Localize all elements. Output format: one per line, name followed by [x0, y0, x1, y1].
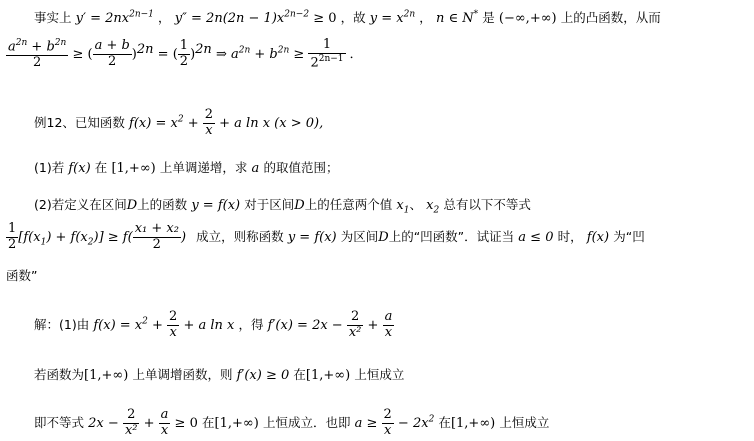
- equation-inequality-chain: $\frac{a^{2n} + b^{2n}}{2}$ ≥ ( $\frac{a + b}{2}$ )$^{2n}$ = ( $\frac{1}{2}$ )$^{2n}$ ⇒ $a^{2n} + b^{2n}$ ≥ $\frac{1}{2^{2n-1}}$ ．: [8, 37, 363, 71]
- text: 事实上: [34, 10, 72, 25]
- fraction-mean: $\frac{a + b}{2}$: [94, 38, 130, 70]
- equation-function: $f(x) = x^2$ + $\frac{2}{x}$ + a ln x: [93, 309, 235, 340]
- paragraph-convexity: 事实上 $y' = 2nx^{2n-1}$ ， $y'' = 2n(2n - 1)x^{2n-2} \ge 0$ ，故 $y = x^{2n}$ ， n ∈ N* 是 (−∞,+∞) 上的凸函数，从而: [34, 9, 661, 26]
- equation-n-domain: n ∈ N*: [435, 9, 479, 26]
- solution-inequality: 即不等式 2x − $\frac{2}{\text{x²}}$ + $\frac{a}{x}$ ≥ 0 在[1,+∞) 上恒成立．也即 a ≥ $\frac{2}{x}$ − $2x^2$ 在[1,+∞) 上恒成立: [34, 407, 550, 438]
- equation-derivative: f′(x) = 2x − $\frac{2}{\text{x²}}$ + $\frac{a}{x}$: [267, 309, 393, 340]
- example-label: 例12、已知函数: [34, 114, 125, 130]
- text: ，故: [340, 10, 366, 25]
- implies-arrow: ⇒: [215, 47, 231, 63]
- equation-function: $y = x^{2n}$: [369, 9, 416, 26]
- equation-function-definition: $f(x) = x^2$ + $\frac{2}{x}$ + a ln x (x > 0),: [129, 107, 324, 138]
- solution-part-1: 解：(1)由 $f(x) = x^2$ + $\frac{2}{x}$ + a ln x ，得 f′(x) = 2x − $\frac{2}{\text{x²}}$ + $\frac{a}{x}$: [34, 309, 393, 340]
- equation-first-derivative: $y' = 2nx^{2n-1}$: [75, 9, 154, 26]
- fraction-half: $\frac{1}{2}$: [8, 221, 17, 252]
- example-12-heading: [34, 108, 323, 139]
- equation-second-derivative: $y'' = 2n(2n - 1)x^{2n-2} \ge 0$: [174, 9, 337, 26]
- interval-real-line: (−∞,+∞): [498, 11, 557, 26]
- fraction-mean-power: $\frac{a^{2n} + b^{2n}}{2}$: [8, 38, 67, 71]
- solution-increasing-condition: 若函数为[1,+∞) 上单调增函数，则 f′(x) ≥ 0 在[1,+∞) 上恒成立: [34, 367, 405, 383]
- question-2: (2)若定义在区间D上的函数 y = f(x) 对于区间D上的任意两个值 $x_1$、 $x_2$ 总有以下不等式: [34, 197, 531, 216]
- solution-label: 解：(1)由: [34, 316, 90, 332]
- interval: [1,+∞): [111, 161, 156, 176]
- fraction-result: $\frac{1}{2^{2n-1}}$: [310, 37, 344, 71]
- concavity-definition-continued: 函数”: [6, 268, 38, 283]
- fraction-average: $\frac{\text{x₁ + x₂}}{2}$: [134, 221, 179, 252]
- question-1: (1)若 f(x) 在 [1,+∞) 上单调递增，求 a 的取值范围；: [34, 160, 339, 176]
- concavity-definition: $\frac{1}{2}$ $[f(x_1) + f(x_2)] \ge f$( $\frac{\text{x₁ + x₂}}{2}$ ) 成立，则称函数 y = f(x) 为区间D上的“凹函数”．试证当 a ≤ 0 时， f(x) 为“凹: [8, 221, 645, 252]
- fraction-half: $\frac{1}{2}$: [179, 38, 189, 70]
